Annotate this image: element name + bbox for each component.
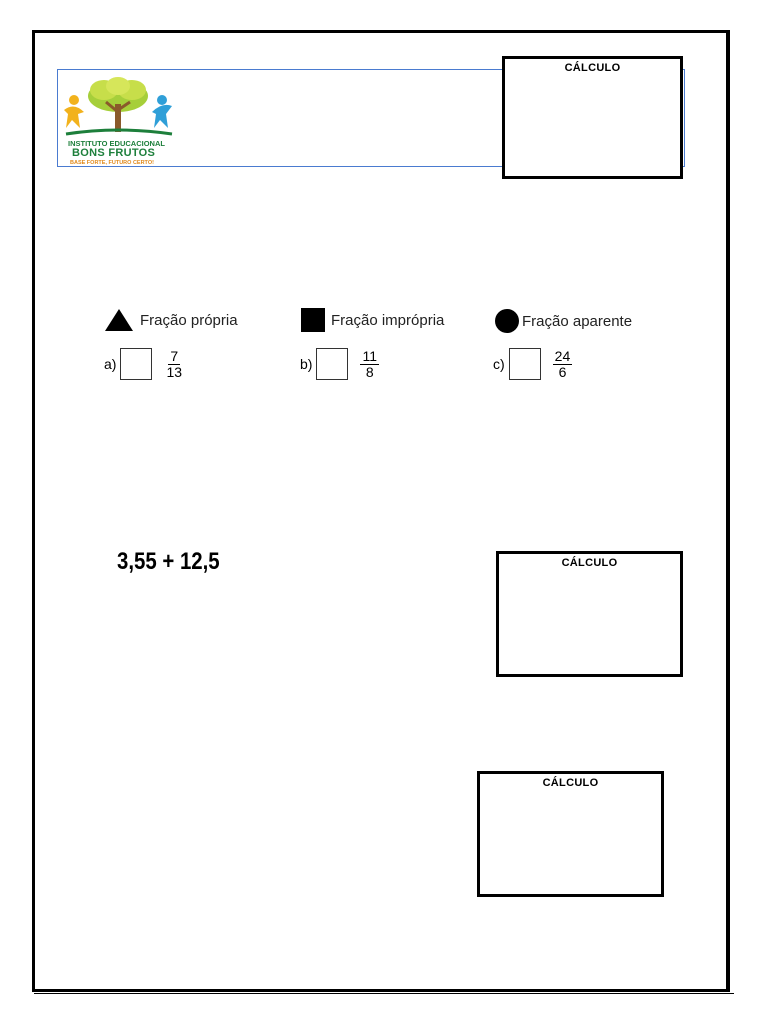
- fraction-b: [360, 349, 379, 380]
- item-letter: c): [493, 356, 505, 372]
- school-logo: [60, 76, 178, 170]
- fraction-a: [164, 349, 184, 380]
- item-c: [493, 348, 572, 380]
- calc-box-label: CÁLCULO: [542, 777, 599, 789]
- fraction-numerator: 7: [170, 347, 179, 364]
- math-expression: 3,55 + 12,5: [117, 548, 220, 575]
- legend-label: Fração imprópria: [331, 311, 445, 329]
- legend-fracao-impropria: [301, 308, 444, 332]
- fraction-denominator: 6: [558, 363, 567, 380]
- triangle-icon: [104, 308, 134, 332]
- logo-line-institution: INSTITUTO EDUCACIONAL: [68, 139, 165, 148]
- item-b: [300, 348, 379, 380]
- legend-fracao-aparente: [494, 308, 632, 334]
- calc-box-2[interactable]: [496, 551, 683, 677]
- fraction-numerator: 11: [362, 347, 377, 364]
- answer-box-a[interactable]: [120, 348, 152, 380]
- calc-box-label: CÁLCULO: [564, 62, 621, 74]
- tree-logo-icon: [60, 76, 178, 140]
- fraction-denominator: 13: [166, 363, 183, 380]
- circle-icon: [494, 308, 520, 334]
- legend-label: Fração aparente: [522, 312, 633, 330]
- legend-label: Fração própria: [140, 311, 238, 329]
- item-letter: a): [104, 356, 117, 372]
- item-a: [104, 348, 184, 380]
- item-letter: b): [300, 356, 313, 372]
- square-icon: [301, 308, 325, 332]
- fraction-c: [553, 349, 573, 380]
- logo-line-name: BONS FRUTOS: [72, 147, 156, 159]
- logo-line-motto: BASE FORTE, FUTURO CERTO!: [70, 160, 154, 166]
- answer-box-c[interactable]: [509, 348, 541, 380]
- fraction-numerator: 24: [554, 347, 571, 364]
- calc-box-label: CÁLCULO: [561, 557, 618, 569]
- bottom-rule: [34, 993, 734, 994]
- fraction-denominator: 8: [365, 363, 374, 380]
- legend-fracao-propria: [104, 308, 238, 332]
- calc-box-3[interactable]: [477, 771, 664, 897]
- answer-box-b[interactable]: [316, 348, 348, 380]
- calc-box-1[interactable]: [502, 56, 683, 179]
